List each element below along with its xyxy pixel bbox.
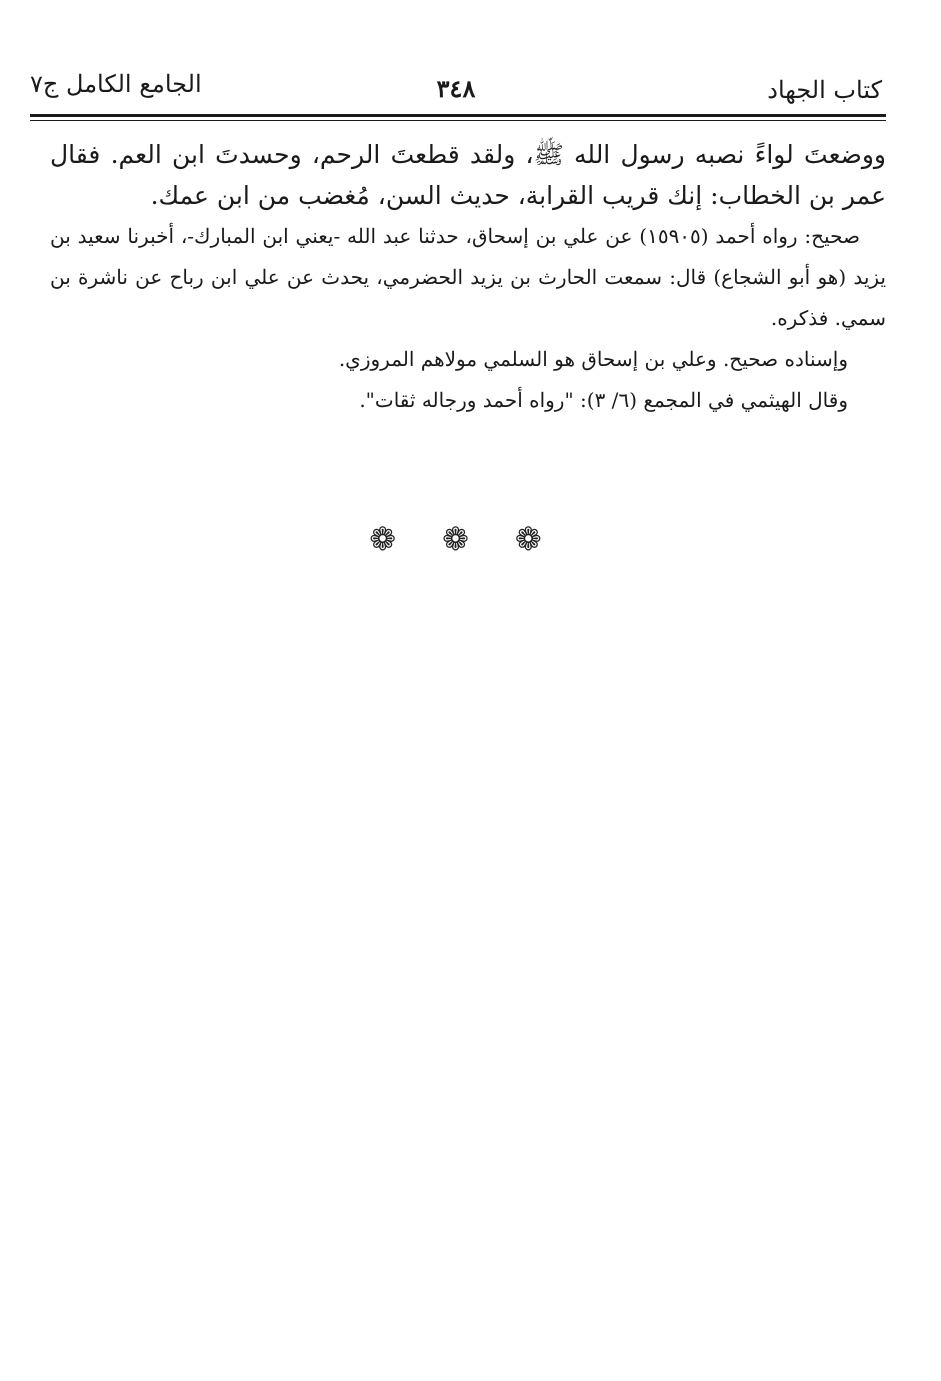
chapter-title: كتاب الجهاد	[767, 76, 882, 104]
header-rule-thin	[30, 120, 886, 121]
book-title: الجامع الكامل ج٧	[30, 70, 202, 98]
isnad-line: وإسناده صحيح. وعلي بن إسحاق هو السلمي مولاهم المروزي.	[338, 347, 848, 371]
flower-ornament-icon: ❁	[514, 520, 572, 558]
haythami-line: وقال الهيثمي في المجمع (٦/ ٣): "رواه أحمد ورجاله ثقات".	[359, 388, 848, 412]
page-body	[50, 134, 886, 421]
flower-ornament-icon: ❁	[442, 520, 499, 558]
header-rule-thick	[30, 114, 886, 117]
page-number: ٣٤٨	[436, 74, 476, 103]
section-ornaments	[0, 520, 941, 558]
flower-ornament-icon: ❁	[369, 520, 427, 558]
takhrij-paragraph: صحيح: رواه أحمد (١٥٩٠٥) عن علي بن إسحاق، حدثنا عبد الله -يعني ابن المبارك-، أخبرنا سعيد بن يزيد (هو أبو الشجاع) قال: سمعت الحارث بن يزيد الحضرمي، يحدث عن علي ابن رباح عن ناشرة بن سمي. فذكره.	[50, 224, 886, 330]
main-paragraph: ووضعتَ لواءً نصبه رسول الله ﷺ، ولقد قطعتَ الرحم، وحسدتَ ابن العم. فقال عمر بن الخطاب: إنك قريب القرابة، حديث السن، مُغضب من ابن عمك.	[50, 140, 886, 210]
running-header	[30, 70, 882, 110]
